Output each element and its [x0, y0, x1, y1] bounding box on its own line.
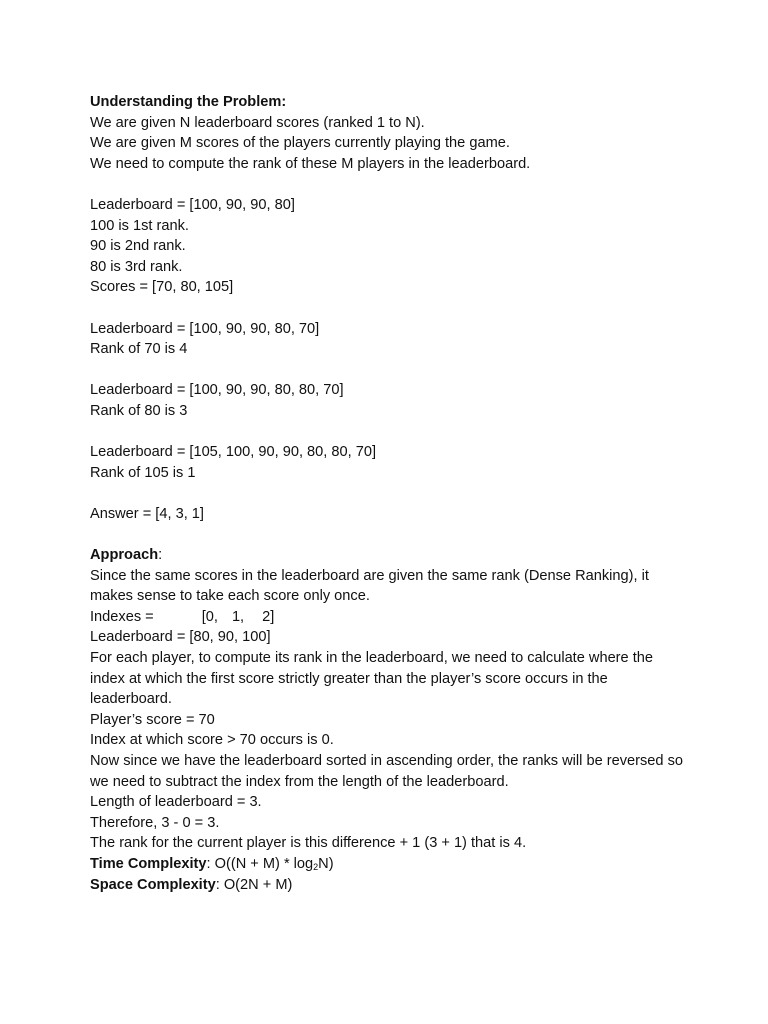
example-rank-line: 100 is 1st rank. [90, 217, 189, 234]
index-line: Index at which score > 70 occurs is 0. [90, 732, 334, 749]
time-complexity-prefix: : O((N + M) * log [206, 855, 314, 872]
index-value: [0, [201, 608, 218, 625]
reversed-explanation: Now since we have the leaderboard sorted in ascending order, the ranks will be reversed so we need to subtract the index from the length of the leaderboard. [90, 753, 683, 790]
approach-heading [90, 545, 690, 566]
section-heading-understanding: Understanding the Problem: [90, 94, 287, 110]
space-complexity-value: : O(2N + M) [215, 876, 293, 893]
problem-line-2: We are given M scores of the players currently playing the game. [90, 135, 510, 152]
space-complexity-label: Space Complexity [90, 876, 216, 893]
index-value: 2] [262, 608, 275, 625]
example-leaderboard-line: Leaderboard = [100, 90, 90, 80] [90, 196, 295, 213]
problem-line-3: We need to compute the rank of these M players in the leaderboard. [90, 155, 531, 172]
problem-line-1: We are given N leaderboard scores (ranked 1 to N). [90, 114, 425, 131]
blank-line [90, 483, 690, 504]
rank-result-line: The rank for the current player is this difference + 1 (3 + 1) that is 4. [90, 835, 527, 852]
example-rank-line: Rank of 105 is 1 [90, 464, 196, 481]
approach-heading-colon: : [158, 547, 163, 564]
example-rank-line: 90 is 2nd rank. [90, 238, 186, 255]
blank-line [90, 422, 690, 443]
example-rank-line: 80 is 3rd rank. [90, 258, 183, 275]
approach-heading-label: Approach [90, 547, 159, 564]
blank-line [90, 298, 690, 319]
length-line: Length of leaderboard = 3. [90, 794, 262, 811]
space-complexity-line [90, 875, 690, 896]
time-complexity-suffix: N) [318, 855, 334, 872]
time-complexity-label: Time Complexity [90, 855, 207, 872]
example-rank-line: Rank of 70 is 4 [90, 341, 188, 358]
example-leaderboard-line: Leaderboard = [100, 90, 90, 80, 80, 70] [90, 382, 344, 399]
example-leaderboard-line: Leaderboard = [105, 100, 90, 90, 80, 80, 70] [90, 444, 377, 461]
blank-line [90, 174, 690, 195]
blank-line [90, 360, 690, 381]
blank-line [90, 524, 690, 545]
example-leaderboard-line: Leaderboard = [100, 90, 90, 80, 70] [90, 320, 320, 337]
time-complexity-log-base: 2 [313, 861, 319, 872]
indexes-line [90, 607, 690, 628]
index-value: 1, [231, 608, 245, 625]
approach-leaderboard-line: Leaderboard = [80, 90, 100] [90, 629, 271, 646]
therefore-line: Therefore, 3 - 0 = 3. [90, 814, 220, 831]
time-complexity-line [90, 854, 690, 875]
example-rank-line: Rank of 80 is 3 [90, 402, 188, 419]
answer-line: Answer = [4, 3, 1] [90, 505, 204, 522]
indexes-label: Indexes = [90, 608, 154, 625]
player-score-line: Player’s score = 70 [90, 711, 215, 728]
approach-explanation: For each player, to compute its rank in the leaderboard, we need to calculate where the index at which the first score strictly greater than the player’s score occurs in the leaderboard. [90, 650, 653, 708]
approach-intro: Since the same scores in the leaderboard are given the same rank (Dense Ranking), it makes sense to take each score only once. [90, 567, 649, 605]
document-body [90, 92, 690, 895]
example-scores-line: Scores = [70, 80, 105] [90, 279, 234, 296]
